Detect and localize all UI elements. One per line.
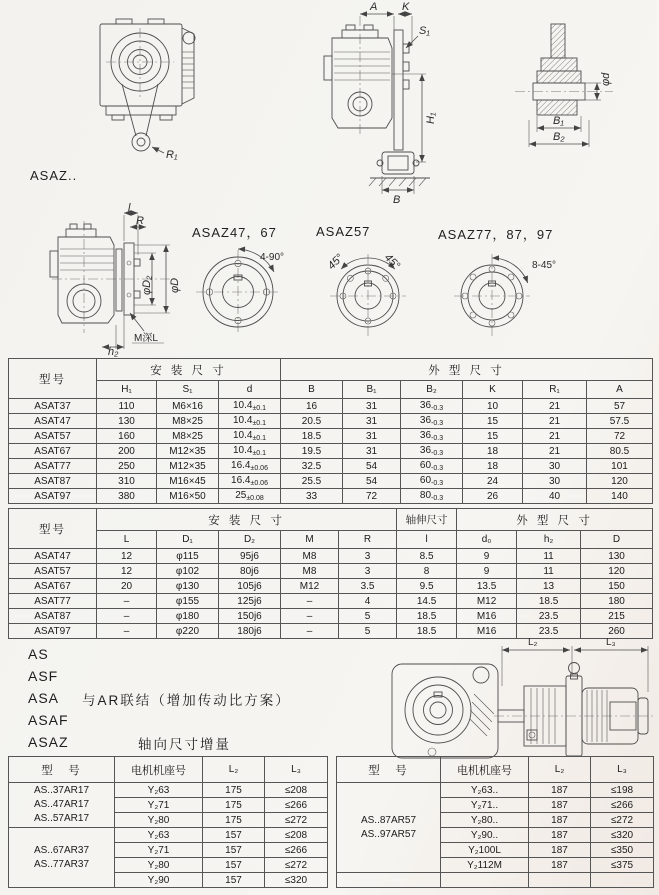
table-cell — [529, 873, 591, 888]
table-cell: φ130 — [157, 579, 219, 594]
table-cell: M12 — [457, 594, 517, 609]
table-cell: 26 — [463, 489, 523, 504]
table-cell: 260 — [581, 624, 653, 639]
table-row — [9, 444, 653, 459]
variant-as: AS — [28, 646, 49, 662]
table-cell: 187 — [529, 798, 591, 813]
series-label: ASAZ.. — [30, 168, 78, 183]
dim-label-h1: H₁ — [425, 112, 437, 124]
table-cell: 11 — [517, 549, 581, 564]
column-header-model: 型号 — [9, 359, 97, 399]
column-header: h₂ — [517, 531, 581, 549]
table-cell: 57 — [587, 399, 653, 414]
model-cell: ASAT47 — [9, 414, 97, 429]
table-cell: Y₂63.. — [441, 783, 529, 798]
column-header-l2: L₂ — [203, 757, 265, 783]
model-name: AS..47AR17 — [33, 799, 90, 810]
table-cell: 175 — [203, 798, 265, 813]
flange-asaz77-87-97-drawing — [436, 238, 581, 348]
table-cell: Y₂80 — [115, 858, 203, 873]
flange1-angle: 4-90° — [260, 252, 285, 263]
table-cell: 72 — [587, 429, 653, 444]
model-cell: ASAT67 — [9, 444, 97, 459]
table-cell: ≤350 — [591, 843, 654, 858]
table-cell: φ102 — [157, 564, 219, 579]
table-cell: 21 — [523, 429, 587, 444]
table-cell: 101 — [587, 459, 653, 474]
variant-asaf: ASAF — [28, 712, 69, 728]
column-header: D₁ — [157, 531, 219, 549]
column-header-l2: L₂ — [529, 757, 591, 783]
table-cell: 187 — [529, 828, 591, 843]
table-cell: 120 — [581, 564, 653, 579]
model-cell — [337, 873, 441, 888]
table-cell: M8×25 — [157, 429, 219, 444]
table-cell: $16.4_{\pm 0.06}$ — [219, 459, 281, 474]
model-cell: ASAT97 — [9, 489, 97, 504]
dim-label-b2: B₂ — [553, 131, 565, 143]
table-cell: 3 — [339, 549, 397, 564]
table-cell: 160 — [97, 429, 157, 444]
model-cell: ASAT57 — [9, 429, 97, 444]
table-cell: Y₂71 — [115, 798, 203, 813]
table-cell: M16×45 — [157, 474, 219, 489]
table-cell: $36_{-0.3}$ — [401, 429, 463, 444]
table-cell: 21 — [523, 444, 587, 459]
table-cell: 80.5 — [587, 444, 653, 459]
dim-label-mdepth: M深L — [134, 333, 158, 344]
table-row — [9, 579, 653, 594]
table-cell: 180j6 — [219, 624, 281, 639]
variant-asf: ASF — [28, 668, 59, 684]
table-cell: Y₂63 — [115, 828, 203, 843]
table-row — [9, 429, 653, 444]
table-cell: 5 — [339, 624, 397, 639]
table-cell: 31 — [343, 414, 401, 429]
table-cell: 110 — [97, 399, 157, 414]
table-cell: ≤198 — [591, 783, 654, 798]
table-cell: 4 — [339, 594, 397, 609]
table-cell: 9 — [457, 549, 517, 564]
dim-label-s1: S₁ — [419, 25, 430, 37]
table-cell: ≤208 — [265, 783, 328, 798]
motor-combination-table-left — [8, 756, 328, 888]
table-cell: 5 — [339, 609, 397, 624]
flange-side-view-drawing — [46, 202, 201, 358]
table-cell: ≤272 — [591, 813, 654, 828]
table-cell: 40 — [523, 489, 587, 504]
table-cell: – — [97, 609, 157, 624]
table-cell: 11 — [517, 564, 581, 579]
model-cell — [9, 783, 115, 828]
group-header-shaft: 轴伸尺寸 — [397, 509, 457, 531]
table-cell: 120 — [587, 474, 653, 489]
column-header: R₁ — [523, 381, 587, 399]
flange2-angle-right: 45° — [381, 251, 403, 272]
table-cell: 380 — [97, 489, 157, 504]
table-cell: 200 — [97, 444, 157, 459]
dim-label-k: K — [402, 1, 410, 13]
table-cell: M12×35 — [157, 444, 219, 459]
table-cell: 18.5 — [517, 594, 581, 609]
table-cell: ≤272 — [265, 858, 328, 873]
model-name: AS..37AR17 — [33, 785, 90, 796]
table-cell: Y₂80.. — [441, 813, 529, 828]
table-cell: 72 — [343, 489, 401, 504]
table-row — [9, 609, 653, 624]
table-cell: φ220 — [157, 624, 219, 639]
table-cell: Y₂71 — [115, 843, 203, 858]
table-cell: 31 — [343, 444, 401, 459]
model-name: AS..57AR17 — [33, 813, 90, 824]
table-cell: $80_{-0.3}$ — [401, 489, 463, 504]
table-cell: Y₂90 — [115, 873, 203, 888]
table-cell: ≤266 — [591, 798, 654, 813]
table-cell: $36_{-0.3}$ — [401, 399, 463, 414]
table-cell: 25.5 — [281, 474, 343, 489]
table-cell: 18.5 — [281, 429, 343, 444]
table-cell: ≤375 — [591, 858, 654, 873]
table-cell: 8 — [397, 564, 457, 579]
table-cell: 57.5 — [587, 414, 653, 429]
table-cell: 23.5 — [517, 624, 581, 639]
flange2-angle-left: 45° — [325, 251, 346, 273]
column-header-model: 型 号 — [9, 757, 115, 783]
model-name: AS..97AR57 — [360, 828, 417, 840]
table-cell: 32.5 — [281, 459, 343, 474]
table-cell: 130 — [97, 414, 157, 429]
table-cell: 187 — [529, 813, 591, 828]
table-cell: 15 — [463, 429, 523, 444]
column-header: D₂ — [219, 531, 281, 549]
table-cell: 16 — [281, 399, 343, 414]
flange2-title: ASAZ57 — [316, 224, 371, 239]
table-cell: 8.5 — [397, 549, 457, 564]
side-view-drawing — [298, 0, 438, 205]
table-cell: 150j6 — [219, 609, 281, 624]
table-cell — [441, 873, 529, 888]
table-row — [337, 873, 654, 888]
table-cell: 12 — [97, 564, 157, 579]
table-cell: 18.5 — [397, 609, 457, 624]
table-cell: 140 — [587, 489, 653, 504]
table-cell: 80j6 — [219, 564, 281, 579]
table-cell: Y₂71.. — [441, 798, 529, 813]
column-header-motor-frame: 电机机座号 — [115, 757, 203, 783]
table-cell: 23.5 — [517, 609, 581, 624]
table-cell: M16×50 — [157, 489, 219, 504]
table-cell: Y₂80 — [115, 813, 203, 828]
table-cell: $25_{\pm 0.08}$ — [219, 489, 281, 504]
dim-label-r1: R₁ — [166, 149, 178, 161]
dim-label-phid: φd — [600, 72, 612, 86]
column-header: B₂ — [401, 381, 463, 399]
reducer-motor-drawing — [384, 630, 659, 762]
table-cell: φ180 — [157, 609, 219, 624]
table-row — [9, 564, 653, 579]
dim-label-phid2: φD₂ — [141, 275, 153, 295]
column-header: S₁ — [157, 381, 219, 399]
bushing-detail-drawing — [503, 20, 628, 155]
table-cell: $10.4_{\pm 0.1}$ — [219, 399, 281, 414]
table-cell: – — [281, 624, 339, 639]
table-cell: 18 — [463, 459, 523, 474]
table-cell: ≤320 — [265, 873, 328, 888]
table-cell: 18.5 — [397, 624, 457, 639]
model-cell — [337, 783, 441, 873]
column-header-l3: L₃ — [265, 757, 328, 783]
column-header: L — [97, 531, 157, 549]
flange1-title: ASAZ47，67 — [192, 225, 277, 240]
model-cell: ASAT87 — [9, 609, 97, 624]
table-row — [9, 399, 653, 414]
table-cell: M8×25 — [157, 414, 219, 429]
table-cell: 175 — [203, 783, 265, 798]
table-cell: 157 — [203, 858, 265, 873]
table-cell: φ155 — [157, 594, 219, 609]
table-row — [9, 783, 328, 798]
table-row — [9, 828, 328, 843]
model-cell: ASAT77 — [9, 594, 97, 609]
model-cell: ASAT97 — [9, 624, 97, 639]
table-cell: M6×16 — [157, 399, 219, 414]
table-cell: φ115 — [157, 549, 219, 564]
column-header-model: 型号 — [9, 509, 97, 549]
table-cell: M8 — [281, 564, 339, 579]
front-view-drawing — [86, 10, 218, 172]
table-cell: ≤266 — [265, 843, 328, 858]
table-cell: 21 — [523, 414, 587, 429]
table-cell: 3 — [339, 564, 397, 579]
table-cell: $36_{-0.3}$ — [401, 414, 463, 429]
table-cell: 95j6 — [219, 549, 281, 564]
table-cell: 54 — [343, 474, 401, 489]
model-cell — [9, 828, 115, 888]
table-row — [9, 489, 653, 504]
table-cell: 187 — [529, 783, 591, 798]
table-cell: 125j6 — [219, 594, 281, 609]
table-cell: 157 — [203, 873, 265, 888]
table-cell: 21 — [523, 399, 587, 414]
dim-label-a: A — [370, 1, 378, 13]
column-header: R — [339, 531, 397, 549]
table-cell: 187 — [529, 843, 591, 858]
table-cell: 215 — [581, 609, 653, 624]
table-cell: $10.4_{\pm 0.1}$ — [219, 444, 281, 459]
model-cell: ASAT47 — [9, 549, 97, 564]
table-cell: $60_{-0.3}$ — [401, 459, 463, 474]
group-header-install: 安 装 尺 寸 — [97, 359, 281, 381]
table-cell: 250 — [97, 459, 157, 474]
table-cell: $60_{-0.3}$ — [401, 474, 463, 489]
column-header: B — [281, 381, 343, 399]
table-cell: 31 — [343, 429, 401, 444]
table-cell: 180 — [581, 594, 653, 609]
column-header: M — [281, 531, 339, 549]
table-cell: 30 — [523, 459, 587, 474]
table-cell: Y₂112M — [441, 858, 529, 873]
dim-label-b1: B₁ — [553, 115, 564, 127]
dim-label-l: l — [128, 202, 131, 214]
table-row — [337, 783, 654, 798]
table-cell: 12 — [97, 549, 157, 564]
model-cell: ASAT77 — [9, 459, 97, 474]
column-header: d₀ — [457, 531, 517, 549]
table-cell: M8 — [281, 549, 339, 564]
table-cell: Y₂63 — [115, 783, 203, 798]
group-header-install: 安 装 尺 寸 — [97, 509, 397, 531]
table-cell: 150 — [581, 579, 653, 594]
table-cell: – — [97, 594, 157, 609]
table-cell: M12 — [281, 579, 339, 594]
dim-label-h2: h₂ — [108, 346, 119, 358]
table-cell: 20 — [97, 579, 157, 594]
column-header-l3: L₃ — [591, 757, 654, 783]
flange3-title: ASAZ77，87，97 — [438, 227, 554, 242]
table-cell: 20.5 — [281, 414, 343, 429]
table-cell: 33 — [281, 489, 343, 504]
table-row — [9, 414, 653, 429]
table-cell: 157 — [203, 843, 265, 858]
table-cell: $36_{-0.3}$ — [401, 444, 463, 459]
table-cell: 15 — [463, 414, 523, 429]
table-cell: $16.4_{\pm 0.06}$ — [219, 474, 281, 489]
table-row — [9, 549, 653, 564]
table-row — [9, 459, 653, 474]
flange-asaz47-67-drawing — [186, 236, 301, 348]
column-header-model: 型 号 — [337, 757, 441, 783]
column-header: d — [219, 381, 281, 399]
variant-note-axial: 轴向尺寸增量 — [138, 737, 231, 752]
table-cell: – — [281, 609, 339, 624]
model-name: AS..77AR37 — [33, 858, 90, 870]
table-cell: 30 — [523, 474, 587, 489]
group-header-outline: 外 型 尺 寸 — [457, 509, 653, 531]
table-cell: ≤266 — [265, 798, 328, 813]
column-header: D — [581, 531, 653, 549]
model-name: AS..67AR37 — [33, 844, 90, 856]
table-cell: M16 — [457, 624, 517, 639]
model-cell: ASAT57 — [9, 564, 97, 579]
table-cell: 13.5 — [457, 579, 517, 594]
table-cell: 14.5 — [397, 594, 457, 609]
table-cell: 10 — [463, 399, 523, 414]
table-cell: $10.4_{\pm 0.1}$ — [219, 414, 281, 429]
table-cell: 187 — [529, 858, 591, 873]
table-cell: 9 — [457, 564, 517, 579]
table-cell: 54 — [343, 459, 401, 474]
table-cell: $10.4_{\pm 0.1}$ — [219, 429, 281, 444]
table-cell: 31 — [343, 399, 401, 414]
motor-combination-table-right — [336, 756, 654, 888]
variant-note-ar: 与AR联结（增加传动比方案） — [82, 693, 291, 708]
table-cell: 18 — [463, 444, 523, 459]
model-cell: ASAT37 — [9, 399, 97, 414]
flange3-angle: 8-45° — [532, 260, 557, 271]
flange-dimensions-table — [8, 508, 653, 639]
table-cell: 19.5 — [281, 444, 343, 459]
mounting-dimensions-table — [8, 358, 653, 504]
table-cell — [591, 873, 654, 888]
table-cell: – — [97, 624, 157, 639]
dim-label-r: R — [136, 215, 144, 227]
table-cell: – — [281, 594, 339, 609]
model-name: AS..87AR57 — [360, 814, 417, 826]
table-cell: 24 — [463, 474, 523, 489]
column-header: B₁ — [343, 381, 401, 399]
variant-asaz: ASAZ — [28, 734, 69, 750]
flange-asaz57-drawing — [312, 238, 437, 348]
dim-label-b: B — [393, 194, 401, 206]
table-cell: M16 — [457, 609, 517, 624]
table-cell: ≤208 — [265, 828, 328, 843]
table-cell: 310 — [97, 474, 157, 489]
column-header-motor-frame: 电机机座号 — [441, 757, 529, 783]
dim-label-phiD: φD — [169, 277, 181, 293]
table-cell: ≤320 — [591, 828, 654, 843]
table-cell: 130 — [581, 549, 653, 564]
table-cell: M12×35 — [157, 459, 219, 474]
column-header: A — [587, 381, 653, 399]
table-cell: 13 — [517, 579, 581, 594]
table-cell: 157 — [203, 828, 265, 843]
column-header: l — [397, 531, 457, 549]
table-cell: 105j6 — [219, 579, 281, 594]
table-cell: 9.5 — [397, 579, 457, 594]
table-cell: Y₂100L — [441, 843, 529, 858]
table-row — [9, 594, 653, 609]
table-cell: Y₂90.. — [441, 828, 529, 843]
table-cell: 3.5 — [339, 579, 397, 594]
column-header: H₁ — [97, 381, 157, 399]
dim-label-l2: L₂ — [528, 637, 538, 648]
variant-asa: ASA — [28, 690, 60, 706]
group-header-outline: 外 型 尺 寸 — [281, 359, 653, 381]
table-cell: ≤272 — [265, 813, 328, 828]
table-row — [9, 474, 653, 489]
table-cell: 175 — [203, 813, 265, 828]
column-header: K — [463, 381, 523, 399]
dim-label-l3: L₃ — [606, 637, 616, 648]
model-cell: ASAT87 — [9, 474, 97, 489]
model-cell: ASAT67 — [9, 579, 97, 594]
